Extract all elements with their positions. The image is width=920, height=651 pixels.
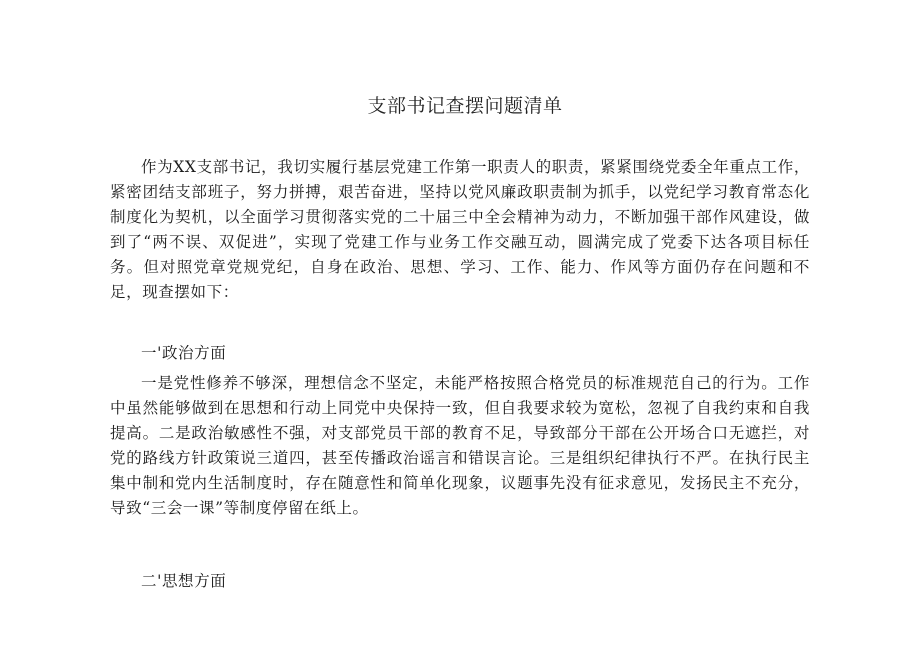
document-page bbox=[110, 0, 820, 651]
section-body-political: 一是党性修养不够深，理想信念不坚定，未能严格按照合格党员的标准规范自己的行为。工作中虽然能够做到在思想和行动上同党中央保持一致，但自我要求较为宽松，忽视了自我约束和自我提高。二是政治敏感性不强，对支部党员干部的教育不足，导致部分干部在公开场合口无遮拦，对党的路线方针政策说三道四，甚至传播政治谣言和错误言论。三是组织纪律执行不严。在执行民主集中制和党内生活制度时，存在随意性和简单化现象，议题事先没有征求意见，发扬民主不充分，导致“三会一课”等制度停留在纸上。 bbox=[110, 374, 810, 517]
intro-paragraph: 作为XX支部书记，我切实履行基层党建工作第一职责人的职责，紧紧围绕党委全年重点工作，紧密团结支部班子，努力拼搏，艰苦奋进，坚持以党风廉政职责制为抓手，以党纪学习教育常态化制度化为契机，以全面学习贯彻落实党的二十届三中全会精神为动力，不断加强干部作风建设，做到了“两不误、双促进”，实现了党建工作与业务工作交融互动，圆满完成了党委下达各项目标任务。但对照党章党规党纪，自身在政治、思想、学习、工作、能力、作风等方面仍存在问题和不足，现查摆如下： bbox=[110, 158, 810, 301]
section-heading-ideology: 二'思想方面 bbox=[141, 572, 227, 590]
document-title: 支部书记查摆问题清单 bbox=[367, 95, 563, 117]
section-heading-political: 一'政治方面 bbox=[141, 344, 227, 362]
